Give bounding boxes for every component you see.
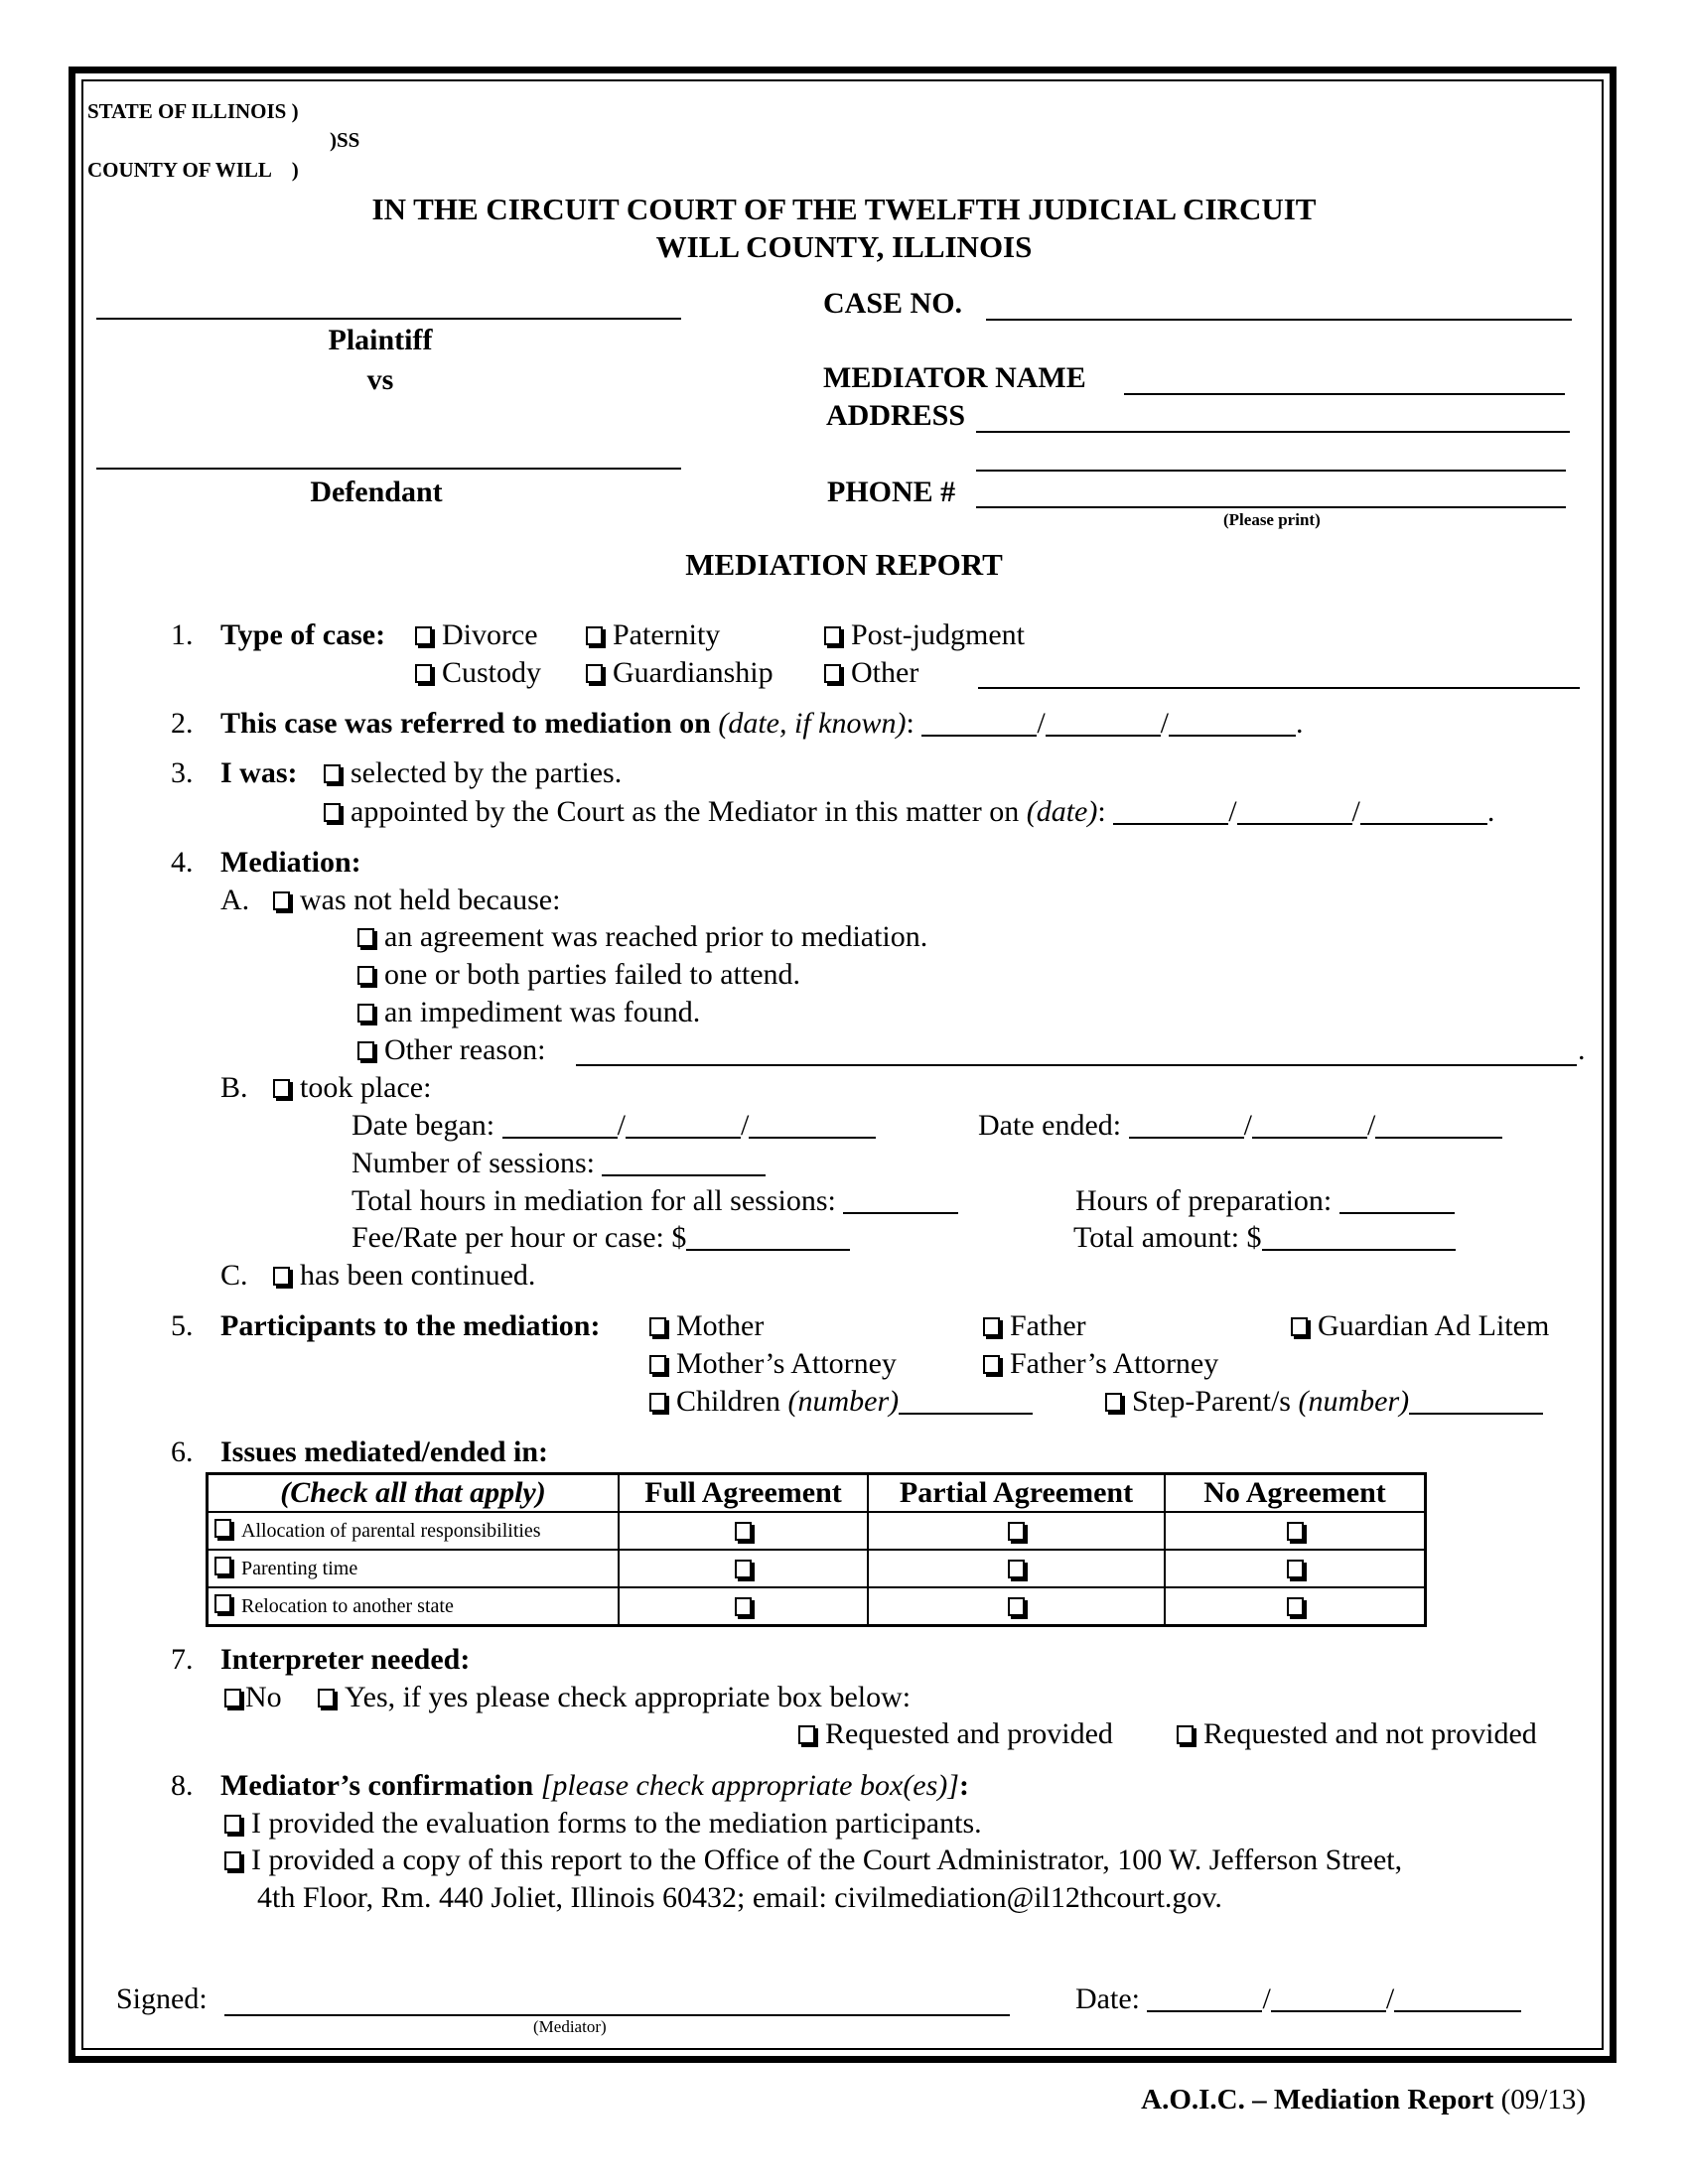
checkbox[interactable] — [824, 664, 841, 683]
checkbox[interactable] — [649, 1355, 666, 1374]
reason-failed-to-attend[interactable]: one or both parties failed to attend. — [357, 957, 800, 993]
participant-mothers-attorney[interactable]: Mother’s Attorney — [649, 1346, 897, 1382]
checkbox[interactable] — [214, 1519, 231, 1538]
checkbox[interactable] — [324, 764, 341, 783]
confirmation-evaluation-forms[interactable]: I provided the evaluation forms to the mediation participants. — [224, 1806, 982, 1842]
children-number-field[interactable] — [899, 1389, 1033, 1415]
checkbox[interactable] — [357, 1004, 374, 1023]
issue-relocation[interactable]: Relocation to another state — [208, 1587, 620, 1626]
interpreter-no[interactable]: No — [224, 1680, 282, 1715]
participant-guardian-ad-litem[interactable]: Guardian Ad Litem — [1291, 1308, 1549, 1344]
item-7-number: 7. — [171, 1643, 194, 1676]
reason-impediment[interactable]: an impediment was found. — [357, 995, 700, 1030]
checkbox[interactable] — [324, 803, 341, 822]
participant-father[interactable]: Father — [983, 1308, 1086, 1344]
option-post-judgment[interactable]: Post-judgment — [824, 617, 1025, 653]
interpreter-provided[interactable]: Requested and provided — [798, 1716, 1113, 1752]
total-hours-field[interactable] — [843, 1188, 958, 1214]
ended-year-field[interactable] — [1375, 1113, 1502, 1139]
checkbox[interactable] — [214, 1594, 231, 1613]
option-continued[interactable]: has been continued. — [273, 1258, 535, 1294]
section-a-label: A. — [220, 884, 250, 916]
checkbox[interactable] — [983, 1317, 1000, 1336]
address-label: ADDRESS — [826, 399, 966, 432]
checkbox[interactable] — [214, 1557, 231, 1575]
option-appointed-by-court[interactable]: appointed by the Court as the Mediator in this matter on (date): / / . — [324, 794, 1494, 830]
option-took-place[interactable]: took place: — [273, 1070, 431, 1106]
other-reason-field[interactable] — [576, 1064, 1577, 1066]
table-header-row — [208, 1474, 1426, 1513]
option-not-held[interactable]: was not held because: — [273, 883, 560, 918]
checkbox[interactable] — [224, 1689, 241, 1707]
checkbox[interactable] — [415, 664, 432, 683]
total-amount-field[interactable] — [1262, 1225, 1456, 1251]
section-c-label: C. — [220, 1259, 248, 1292]
i-was-label: I was: — [220, 756, 298, 789]
option-guardianship[interactable]: Guardianship — [586, 655, 774, 691]
item-1-number: 1. — [171, 618, 194, 651]
county-label: COUNTY OF WILL ) — [87, 158, 299, 182]
period: . — [1578, 1033, 1586, 1066]
case-no-field[interactable] — [986, 319, 1572, 321]
other-case-type-field[interactable] — [978, 687, 1580, 689]
fee-field[interactable] — [686, 1225, 850, 1251]
began-month-field[interactable] — [502, 1113, 618, 1139]
case-no-label: CASE NO. — [823, 287, 963, 320]
column-header: Partial Agreement — [868, 1474, 1165, 1513]
partial-agreement-checkbox[interactable] — [1008, 1597, 1025, 1616]
full-agreement-checkbox[interactable] — [735, 1560, 752, 1578]
reason-other[interactable]: Other reason: — [357, 1032, 545, 1068]
checkbox[interactable] — [415, 626, 432, 645]
item-8-number: 8. — [171, 1769, 194, 1802]
option-divorce[interactable]: Divorce — [415, 617, 538, 653]
item-3-number: 3. — [171, 756, 194, 789]
no-agreement-checkbox[interactable] — [1287, 1522, 1304, 1541]
total-amount-row: Total amount: $ — [1073, 1220, 1456, 1256]
phone-field[interactable] — [976, 506, 1566, 508]
defendant-field[interactable] — [96, 468, 681, 470]
no-agreement-checkbox[interactable] — [1287, 1560, 1304, 1578]
option-paternity[interactable]: Paternity — [586, 617, 720, 653]
participant-children[interactable]: Children (number) — [649, 1384, 1033, 1420]
checkbox[interactable] — [273, 891, 290, 910]
began-year-field[interactable] — [749, 1113, 876, 1139]
checkbox[interactable] — [649, 1317, 666, 1336]
checkbox[interactable] — [1177, 1725, 1194, 1744]
address-field-2[interactable] — [976, 470, 1566, 472]
interpreter-label: Interpreter needed: — [220, 1643, 471, 1676]
date-ended-row: Date ended: / / — [978, 1108, 1502, 1144]
sign-year-field[interactable] — [1394, 1986, 1521, 2012]
fee-row: Fee/Rate per hour or case: $ — [352, 1220, 850, 1256]
item-5-number: 5. — [171, 1309, 194, 1342]
ended-month-field[interactable] — [1129, 1113, 1244, 1139]
confirmation-address-line: 4th Floor, Rm. 440 Joliet, Illinois 60432; email: civilmediation@il12thcourt.gov. — [257, 1881, 1222, 1914]
phone-label: PHONE # — [827, 476, 956, 508]
mediator-name-label: MEDIATOR NAME — [823, 361, 1086, 394]
checkbox[interactable] — [983, 1355, 1000, 1374]
column-header: No Agreement — [1165, 1474, 1426, 1513]
checkbox[interactable] — [224, 1815, 241, 1834]
participants-label: Participants to the mediation: — [220, 1309, 601, 1342]
signature-date-row: Date: / / — [1075, 1981, 1521, 2017]
participant-fathers-attorney[interactable]: Father’s Attorney — [983, 1346, 1218, 1382]
column-header: (Check all that apply) — [208, 1474, 620, 1513]
prep-hours-row: Hours of preparation: — [1075, 1183, 1455, 1219]
checkbox[interactable] — [318, 1689, 335, 1707]
sign-month-field[interactable] — [1147, 1986, 1262, 2012]
full-agreement-checkbox[interactable] — [735, 1597, 752, 1616]
confirmation-copy-sent[interactable]: I provided a copy of this report to the Office of the Court Administrator, 100 W. Jefferson Street, — [224, 1843, 1402, 1878]
section-b-label: B. — [220, 1071, 248, 1104]
option-custody[interactable]: Custody — [415, 655, 541, 691]
referral-date-row: This case was referred to mediation on (date, if known): / / . — [220, 707, 1304, 740]
checkbox[interactable] — [357, 966, 374, 985]
vs-label: vs — [366, 363, 394, 396]
prep-hours-field[interactable] — [1339, 1188, 1455, 1214]
issue-allocation[interactable]: Allocation of parental responsibilities — [208, 1512, 620, 1550]
type-of-case-label: Type of case: — [220, 618, 386, 651]
appointed-day-field[interactable] — [1237, 799, 1352, 825]
mediator-caption: (Mediator) — [533, 2017, 607, 2036]
checkbox[interactable] — [1291, 1317, 1308, 1336]
table-row — [208, 1550, 1426, 1587]
checkbox[interactable] — [586, 664, 603, 683]
item-6-number: 6. — [171, 1435, 194, 1468]
item-2-number: 2. — [171, 707, 194, 740]
defendant-label: Defendant — [310, 476, 443, 508]
began-day-field[interactable] — [626, 1113, 741, 1139]
reason-agreement-prior[interactable]: an agreement was reached prior to mediation. — [357, 919, 927, 955]
checkbox[interactable] — [357, 1041, 374, 1060]
signed-label: Signed: — [116, 1982, 208, 2015]
sessions-field[interactable] — [602, 1151, 766, 1176]
court-subtitle: WILL COUNTY, ILLINOIS — [655, 229, 1033, 264]
ss-label: )SS — [330, 128, 360, 152]
date-began-row: Date began: / / — [352, 1108, 876, 1144]
participant-mother[interactable]: Mother — [649, 1308, 764, 1344]
mediation-label: Mediation: — [220, 846, 361, 879]
step-parent-number-field[interactable] — [1409, 1389, 1543, 1415]
sign-day-field[interactable] — [1271, 1986, 1386, 2012]
form-title: MEDIATION REPORT — [685, 547, 1003, 582]
checkbox[interactable] — [798, 1725, 815, 1744]
total-hours-row: Total hours in mediation for all sessions: — [352, 1183, 958, 1219]
appointed-month-field[interactable] — [1113, 799, 1228, 825]
partial-agreement-checkbox[interactable] — [1008, 1522, 1025, 1541]
please-print-note: (Please print) — [1223, 510, 1321, 529]
mediator-name-field[interactable] — [1124, 393, 1565, 395]
issue-parenting-time[interactable]: Parenting time — [208, 1550, 620, 1587]
checkbox[interactable] — [586, 626, 603, 645]
item-4-number: 4. — [171, 846, 194, 879]
plaintiff-label: Plaintiff — [328, 324, 433, 356]
participant-step-parents[interactable]: Step-Parent/s (number) — [1105, 1384, 1543, 1420]
partial-agreement-checkbox[interactable] — [1008, 1560, 1025, 1578]
checkbox[interactable] — [273, 1079, 290, 1098]
footer: A.O.I.C. – Mediation Report (09/13) — [1141, 2084, 1586, 2116]
checkbox[interactable] — [649, 1393, 666, 1412]
table-row — [208, 1587, 1426, 1626]
referral-day-field[interactable] — [1046, 711, 1161, 737]
plaintiff-field[interactable] — [96, 318, 681, 320]
no-agreement-checkbox[interactable] — [1287, 1597, 1304, 1616]
court-title: IN THE CIRCUIT COURT OF THE TWELFTH JUDICIAL CIRCUIT — [371, 192, 1317, 226]
referral-month-field[interactable] — [921, 711, 1037, 737]
issues-label: Issues mediated/ended in: — [220, 1435, 549, 1468]
checkbox[interactable] — [224, 1851, 241, 1870]
checkbox[interactable] — [357, 928, 374, 947]
full-agreement-checkbox[interactable] — [735, 1522, 752, 1541]
confirmation-heading: Mediator’s confirmation [please check appropriate box(es)]: — [220, 1769, 969, 1802]
interpreter-yes[interactable]: Yes, if yes please check appropriate box below: — [318, 1680, 911, 1715]
table-row — [208, 1512, 1426, 1550]
address-field-1[interactable] — [976, 431, 1570, 433]
issues-table — [206, 1472, 1427, 1627]
interpreter-not-provided[interactable]: Requested and not provided — [1177, 1716, 1537, 1752]
checkbox[interactable] — [1105, 1393, 1122, 1412]
column-header: Full Agreement — [619, 1474, 868, 1513]
state-label: STATE OF ILLINOIS ) — [87, 99, 299, 123]
checkbox[interactable] — [273, 1267, 290, 1286]
option-other[interactable]: Other — [824, 655, 918, 691]
option-selected-by-parties[interactable]: selected by the parties. — [324, 755, 622, 791]
appointed-year-field[interactable] — [1360, 799, 1487, 825]
sessions-row: Number of sessions: — [352, 1146, 766, 1181]
ended-day-field[interactable] — [1252, 1113, 1367, 1139]
signature-field[interactable] — [224, 2014, 1010, 2016]
checkbox[interactable] — [824, 626, 841, 645]
referral-year-field[interactable] — [1169, 711, 1296, 737]
